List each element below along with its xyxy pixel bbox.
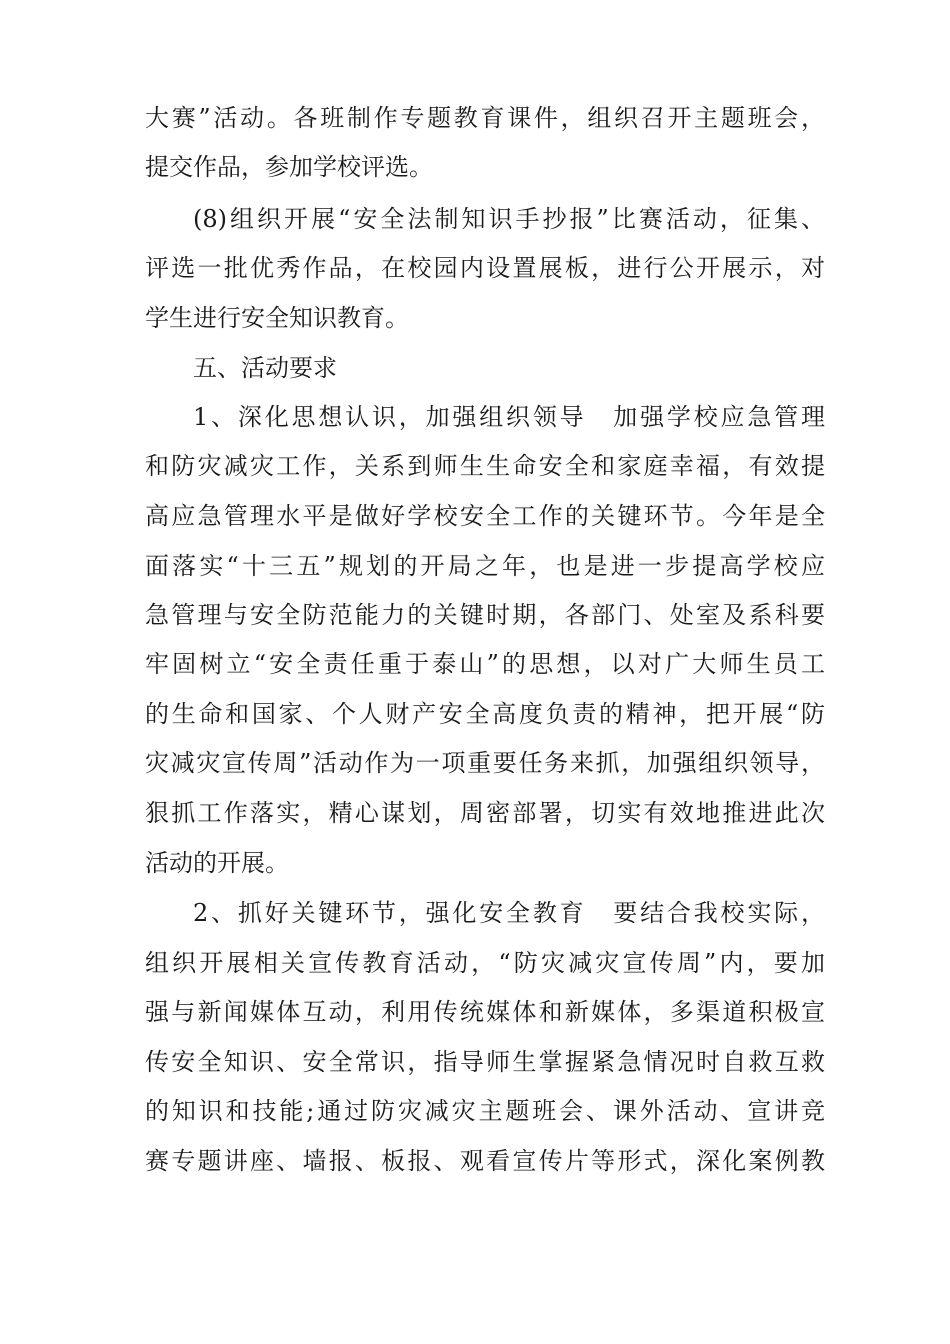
text-line: 和防灾减灾工作，关系到师生生命安全和家庭幸福，有效提 [145,452,825,480]
text-line: 强与新闻媒体互动，利用传统媒体和新媒体，多渠道积极宣 [145,998,825,1026]
text-line: (8)组织开展“安全法制知识手抄报”比赛活动，征集、 [193,205,825,233]
text-line: 2、抓好关键环节，强化安全教育 要结合我校实际， [193,899,825,927]
text-line: 提交作品，参加学校评选。 [145,153,433,181]
text-line: 赛专题讲座、墙报、板报、观看宣传片等形式，深化案例教 [145,1147,825,1175]
text-line: 狠抓工作落实，精心谋划，周密部署，切实有效地推进此次 [145,799,825,827]
text-line: 评选一批优秀作品，在校园内设置展板，进行公开展示，对 [145,254,825,282]
text-line: 大赛”活动。各班制作专题教育课件，组织召开主题班会， [145,104,825,132]
section-heading: 五、活动要求 [193,354,337,382]
text-line: 急管理与安全防范能力的关键时期，各部门、处室及系科要 [145,601,825,629]
text-line: 的知识和技能;通过防灾减灾主题班会、课外活动、宣讲竞 [145,1097,825,1125]
text-line: 牢固树立“安全责任重于泰山”的思想，以对广大师生员工 [145,650,825,678]
text-line: 组织开展相关宣传教育活动，“防灾减灾宣传周”内，要加 [145,949,825,977]
text-line: 面落实“十三五”规划的开局之年，也是进一步提高学校应 [145,552,825,580]
text-line: 高应急管理水平是做好学校安全工作的关键环节。今年是全 [145,502,825,530]
text-line: 传安全知识、安全常识，指导师生掌握紧急情况时自救互救 [145,1048,825,1076]
text-line: 1、深化思想认识，加强组织领导 加强学校应急管理 [193,403,825,431]
text-line: 的生命和国家、个人财产安全高度负责的精神，把开展“防 [145,700,825,728]
text-line: 活动的开展。 [145,849,289,877]
text-line: 灾减灾宣传周”活动作为一项重要任务来抓，加强组织领导， [145,749,825,777]
text-line: 学生进行安全知识教育。 [145,304,409,332]
